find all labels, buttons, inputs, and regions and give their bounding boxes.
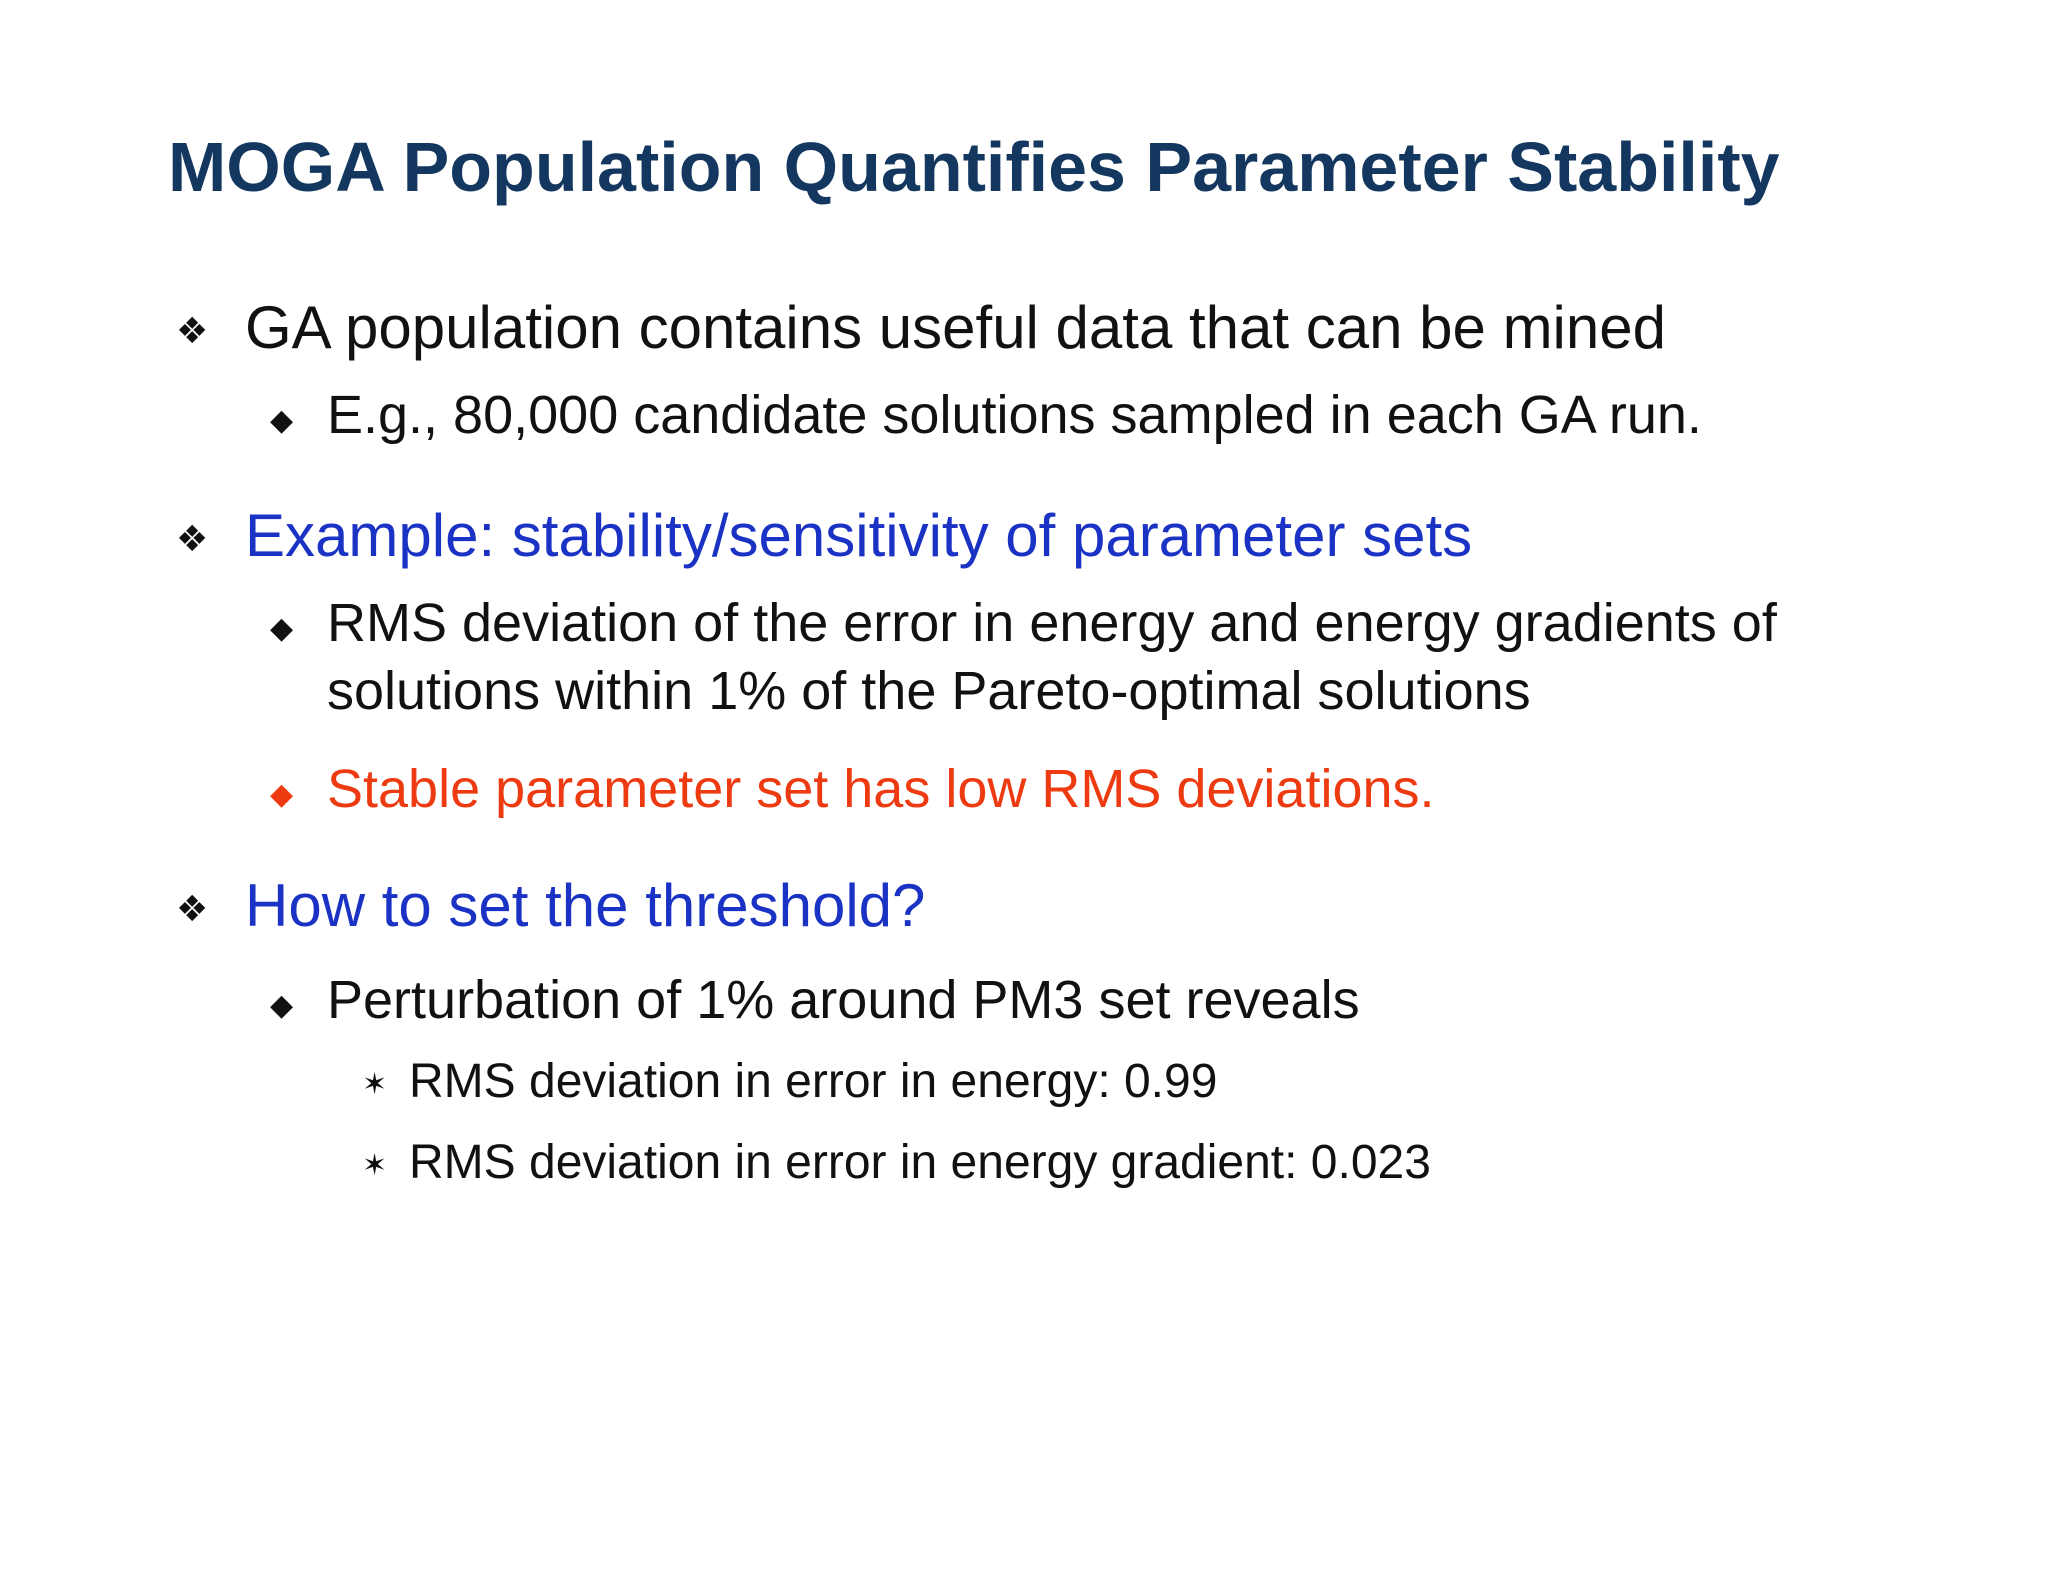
star-bullet-icon: ✶ — [362, 1068, 388, 1101]
diamond-sub-bullet-icon: ◆ — [270, 404, 294, 437]
diamond-sub-bullet-icon: ◆ — [270, 612, 294, 645]
diamond-bullet-icon: ❖ — [176, 888, 209, 929]
diamond-sub-bullet-icon: ◆ — [270, 989, 294, 1022]
diamond-sub-bullet-icon: ◆ — [270, 778, 294, 811]
sub-sub-bullet-text: RMS deviation in error in energy: 0.99 — [409, 1055, 1218, 1108]
sub-bullet-text-line-2: solutions within 1% of the Pareto-optimal solutions — [327, 661, 1531, 721]
sub-bullet-text-line-1: RMS deviation of the error in energy and energy gradients of — [327, 593, 1777, 653]
bullet-text: Example: stability/sensitivity of parameter sets — [245, 502, 1473, 569]
bullet-text: How to set the threshold? — [245, 872, 926, 939]
diamond-bullet-icon: ❖ — [176, 310, 209, 351]
sub-bullet-text: Stable parameter set has low RMS deviations. — [327, 759, 1435, 819]
diamond-bullet-icon: ❖ — [176, 518, 209, 559]
bullet-text: GA population contains useful data that can be mined — [245, 294, 1666, 361]
sub-bullet-text: E.g., 80,000 candidate solutions sampled in each GA run. — [327, 385, 1702, 445]
star-bullet-icon: ✶ — [362, 1149, 388, 1182]
slide-title: MOGA Population Quantifies Parameter Stability — [168, 128, 1780, 206]
sub-bullet-text: Perturbation of 1% around PM3 set reveals — [327, 970, 1360, 1030]
sub-sub-bullet-text: RMS deviation in error in energy gradient: 0.023 — [409, 1136, 1431, 1189]
